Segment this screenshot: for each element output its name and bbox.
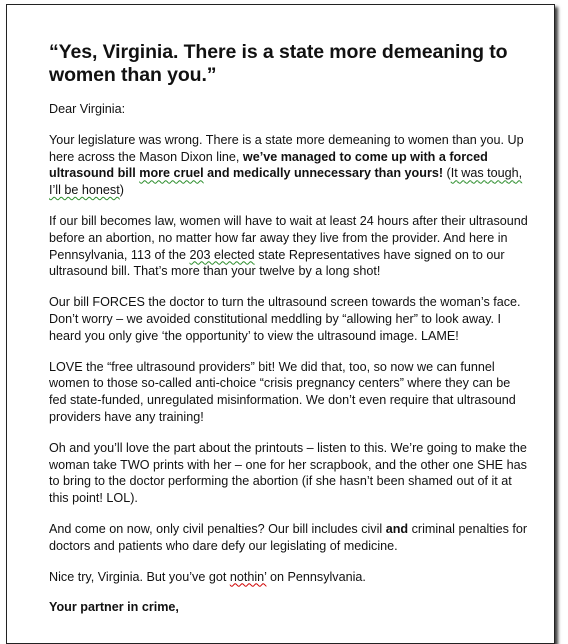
salutation: Dear Virginia: [49, 102, 126, 116]
paragraph-2-squiggle: 203 elected [189, 247, 255, 262]
letter-title: “Yes, Virginia. There is a state more demeaning to women than you.” [49, 41, 508, 86]
paragraph-4: LOVE the “free ultrasound providers” bit! We did that, too, so now we can funnel women to those so-called anti-choice “crisis pregnancy centers” where they can be fed state-funded, unregulated misinformation. We don’t even require that ultrasound providers have any training! [49, 359, 516, 424]
paragraph-1 [49, 132, 529, 199]
paragraph-1-text-a: Your legislature was wrong. There is a state more demeaning to women than you. Up here across the Mason Dixon line, [49, 132, 524, 164]
paragraph-7 [49, 569, 529, 586]
paragraph-1-bold-a: we’ve managed to come up with a forced ultrasound bill [49, 149, 488, 181]
closing-line: Your partner in crime, [49, 600, 179, 615]
paragraph-6-bold: and [385, 521, 409, 536]
paragraph-5: Oh and you’ll love the part about the printouts – listen to this. We’re going to make the woman take TWO prints with her – one for her scrapbook, and the other one SHE has to bring to the doctor performing the abortion (if she hasn’t been shamed out of it at this point! LOL). [49, 440, 527, 506]
paragraph-2-text-a: If our bill becomes law, women will have to wait at least 24 hours after their ultrasound before an abortion, no matter how far away they live from the provider. And here in Pennsylvania, 113 of the [49, 213, 528, 262]
paragraph-1-paren-open: ( [443, 166, 451, 181]
paragraph-7-text-a: Nice try, Virginia. But you’ve got [49, 569, 230, 584]
paragraph-6 [49, 521, 529, 555]
paragraph-2 [49, 213, 529, 280]
document-page [6, 4, 555, 644]
paragraph-6-text-a: And come on now, only civil penalties? Our bill includes civil [49, 521, 386, 536]
paragraph-3: Our bill FORCES the doctor to turn the ultrasound screen towards the woman’s face. Don’t worry – we avoided constitutional meddling by “allowing her” to look away. I heard you only give ‘the opportunity’ to view the ultrasound image. LAME! [49, 295, 521, 343]
letter-body [49, 41, 529, 630]
paragraph-7-text-b: on Pennsylvania. [266, 569, 366, 584]
paragraph-7-squiggle: nothin’ [229, 569, 267, 584]
paragraph-1-bold-b: and medically unnecessary than yours! [203, 166, 444, 181]
paragraph-6-text-b: criminal penalties for doctors and patients who dare defy our legislating of medicine. [49, 521, 528, 553]
paragraph-2-text-b: state Representatives have signed on to our ultrasound bill. That’s more than your twelve by a long shot! [49, 247, 505, 279]
paragraph-1-bold-squiggle: more cruel [139, 166, 204, 181]
paragraph-1-paren-close: ) [119, 183, 124, 198]
paragraph-1-aside: It was tough, I’ll be honest [49, 166, 523, 198]
